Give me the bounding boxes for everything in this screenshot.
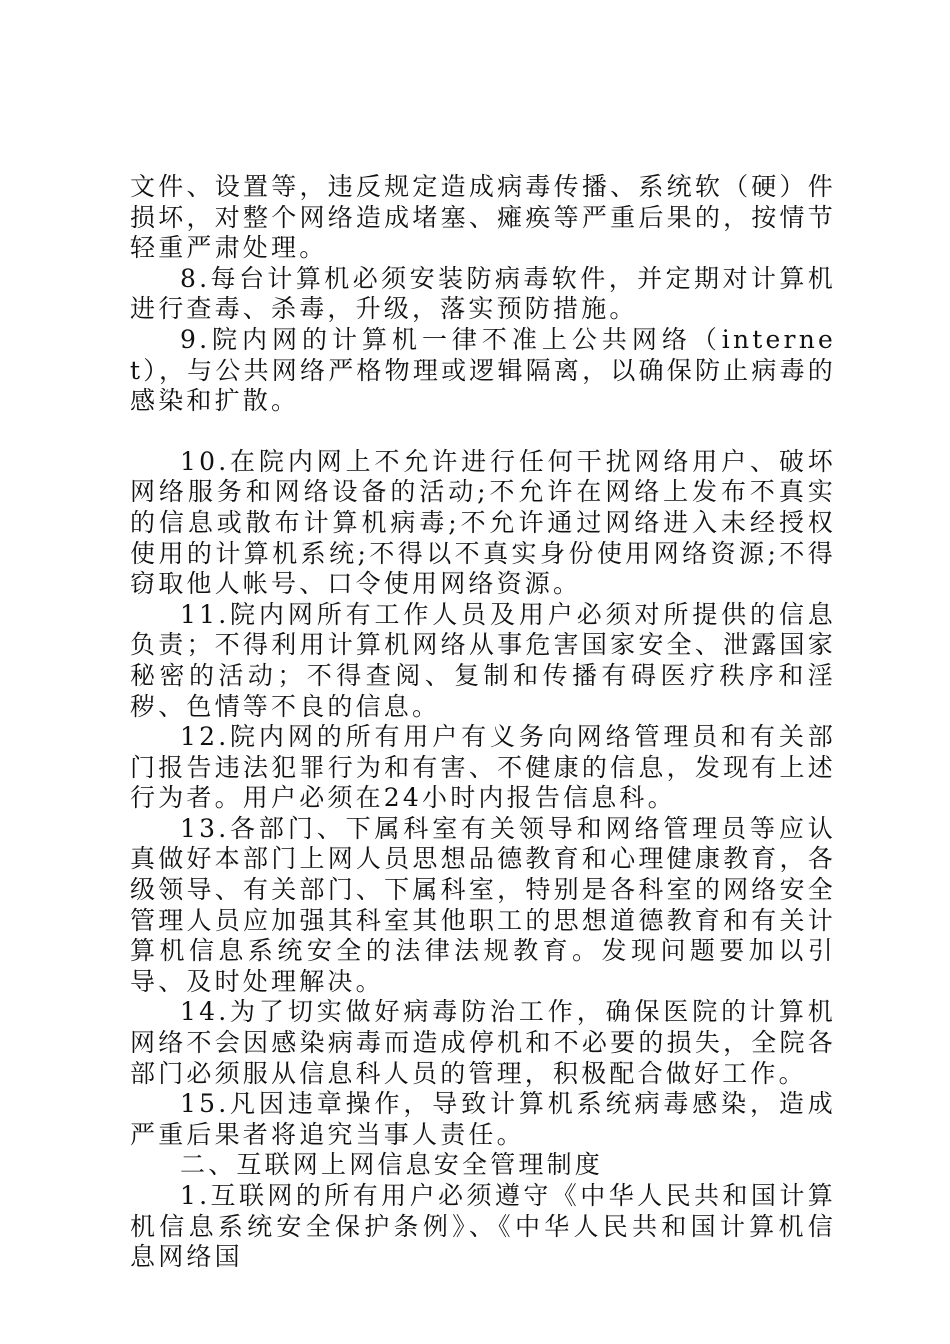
paragraph-item-13: 13.各部门、下属科室有关领导和网络管理员等应认真做好本部门上网人员思想品德教育和心理健康教育，各级领导、有关部门、下属科室，特别是各科室的网络安全管理人员应加强其科室其他职工的思想道德教育和有关计算机信息系统安全的法律法规教育。发现问题要加以引导、及时处理解决。 bbox=[130, 813, 836, 996]
paragraph-item-12: 12.院内网的所有用户有义务向网络管理员和有关部门报告违法犯罪行为和有害、不健康的信息，发现有上述行为者。用户必须在24小时内报告信息科。 bbox=[130, 722, 836, 813]
section-heading: 二、互联网上网信息安全管理制度 bbox=[180, 1150, 604, 1180]
document-body bbox=[130, 172, 836, 1273]
paragraph-section-item-1: 1.互联网的所有用户必须遵守《中华人民共和国计算机信息系统安全保护条例》、《中华人民共和国计算机信息网络国 bbox=[130, 1181, 836, 1272]
paragraph-item-8: 8.每台计算机必须安装防病毒软件，并定期对计算机进行查毒、杀毒，升级，落实预防措施。 bbox=[130, 263, 836, 324]
paragraph-item-9: 9.院内网的计算机一律不准上公共网络（internet），与公共网络严格物理或逻辑隔离，以确保防止病毒的感染和扩散。 bbox=[130, 324, 836, 416]
paragraph-item-15: 15.凡因违章操作，导致计算机系统病毒感染，造成严重后果者将追究当事人责任。 bbox=[130, 1089, 836, 1149]
paragraph-continued: 文件、设置等，违反规定造成病毒传播、系统软（硬）件损坏，对整个网络造成堵塞、瘫痪等严重后果的，按情节轻重严肃处理。 bbox=[130, 172, 836, 263]
paragraph-item-14: 14.为了切实做好病毒防治工作，确保医院的计算机网络不会因感染病毒而造成停机和不必要的损失，全院各部门必须服从信息科人员的管理，积极配合做好工作。 bbox=[130, 997, 836, 1088]
paragraph-item-10: 10.在院内网上不允许进行任何干扰网络用户、破坏网络服务和网络设备的活动;不允许在网络上发布不真实的信息或散布计算机病毒;不允许通过网络进入未经授权使用的计算机系统;不得以不真实身份使用网络资源;不得窃取他人帐号、口令使用网络资源。 bbox=[130, 446, 836, 599]
paragraph-item-11: 11.院内网所有工作人员及用户必须对所提供的信息负责；不得利用计算机网络从事危害国家安全、泄露国家秘密的活动；不得查阅、复制和传播有碍医疗秩序和淫秽、色情等不良的信息。 bbox=[130, 599, 836, 721]
